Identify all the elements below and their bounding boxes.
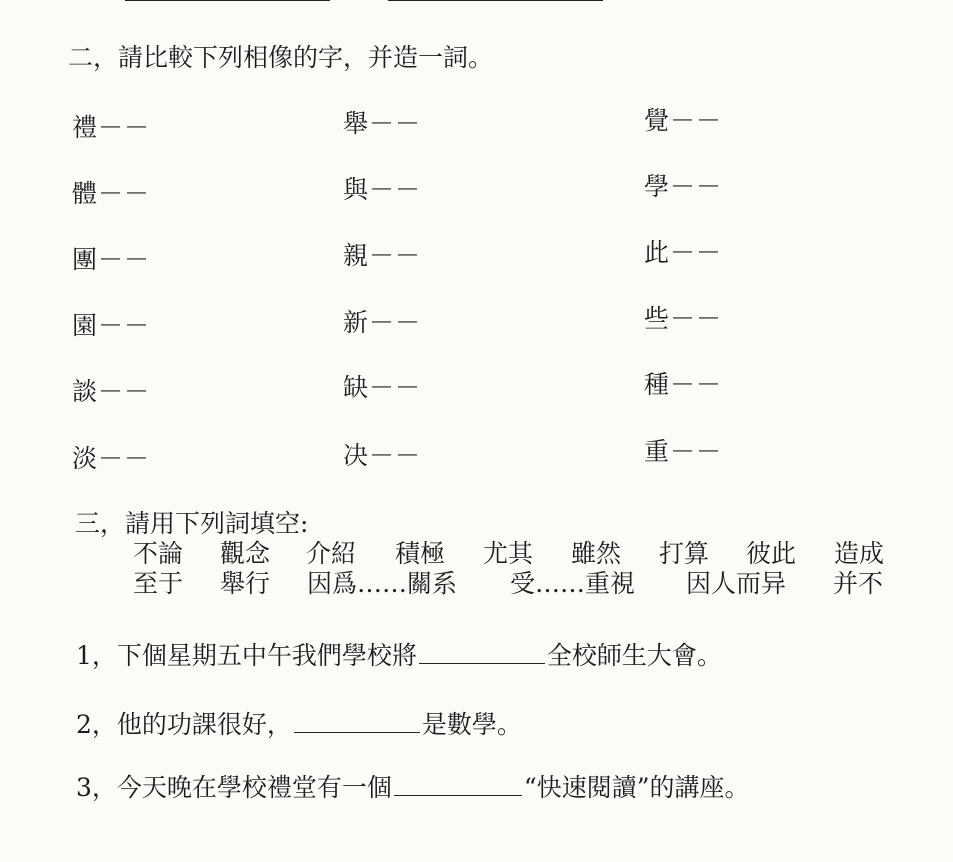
word-bank-item: 并不 [833, 569, 884, 598]
word-bank-row-1 [0, 534, 953, 566]
section-2-heading: 二，請比較下列相像的字，并造一詞。 [68, 43, 494, 72]
word-bank-item: 打算 [659, 539, 710, 568]
question-1 [76, 636, 722, 672]
compare-item: 决－－ [343, 441, 422, 470]
compare-item: 學－－ [644, 172, 723, 201]
section-3-heading: 三，請用下列詞填空: [75, 509, 309, 538]
word-bank-item: 觀念 [220, 539, 271, 568]
word-bank-item: 因爲……關系 [307, 569, 458, 598]
compare-item: 些－－ [644, 304, 723, 333]
compare-item: 淡－－ [72, 444, 151, 473]
compare-item: 新－－ [343, 308, 422, 337]
question-text-after: “快速閱讀”的講座。 [523, 773, 750, 802]
compare-item: 禮－－ [72, 113, 151, 142]
question-number: 1， [76, 641, 117, 670]
word-bank-item: 介紹 [306, 539, 357, 568]
question-3 [76, 768, 749, 804]
compare-item: 團－－ [72, 245, 151, 274]
question-text-after: 全校師生大會。 [546, 641, 722, 670]
compare-item: 談－－ [72, 377, 151, 406]
answer-blank[interactable] [394, 773, 522, 796]
word-bank-item: 因人而异 [686, 569, 787, 598]
word-bank-item: 舉行 [220, 569, 271, 598]
word-bank-row-2 [0, 564, 953, 596]
compare-item: 舉－－ [343, 109, 422, 138]
question-text-before: 他的功課很好， [116, 710, 292, 739]
question-number: 3， [76, 773, 117, 802]
question-text-before: 今天晚在學校禮堂有一個 [116, 773, 392, 802]
compare-item: 此－－ [644, 238, 723, 267]
compare-item: 與－－ [343, 175, 422, 204]
word-bank-item: 至于 [133, 569, 184, 598]
word-bank-item: 彼此 [746, 539, 797, 568]
question-text-after: 是數學。 [421, 710, 522, 739]
cut-off-blank-line-1 [125, 0, 330, 1]
cut-off-blank-line-2 [388, 0, 603, 1]
compare-item: 缺－－ [343, 373, 422, 402]
question-text-before: 下個星期五中午我們學校將 [116, 641, 417, 670]
compare-item: 種－－ [644, 370, 723, 399]
compare-item: 園－－ [72, 311, 151, 340]
word-bank-item: 尤其 [483, 539, 534, 568]
compare-item: 覺－－ [644, 106, 723, 135]
question-2 [76, 705, 522, 741]
answer-blank[interactable] [419, 641, 545, 664]
compare-item: 親－－ [343, 241, 422, 270]
word-bank-item: 雖然 [571, 539, 622, 568]
word-bank-item: 造成 [834, 539, 885, 568]
answer-blank[interactable] [294, 710, 420, 733]
compare-item: 重－－ [644, 437, 723, 466]
word-bank-item: 受……重視 [510, 569, 636, 598]
word-bank-item: 不論 [133, 539, 184, 568]
compare-item: 體－－ [72, 179, 151, 208]
word-bank-item: 積極 [395, 539, 446, 568]
question-number: 2， [76, 710, 117, 739]
